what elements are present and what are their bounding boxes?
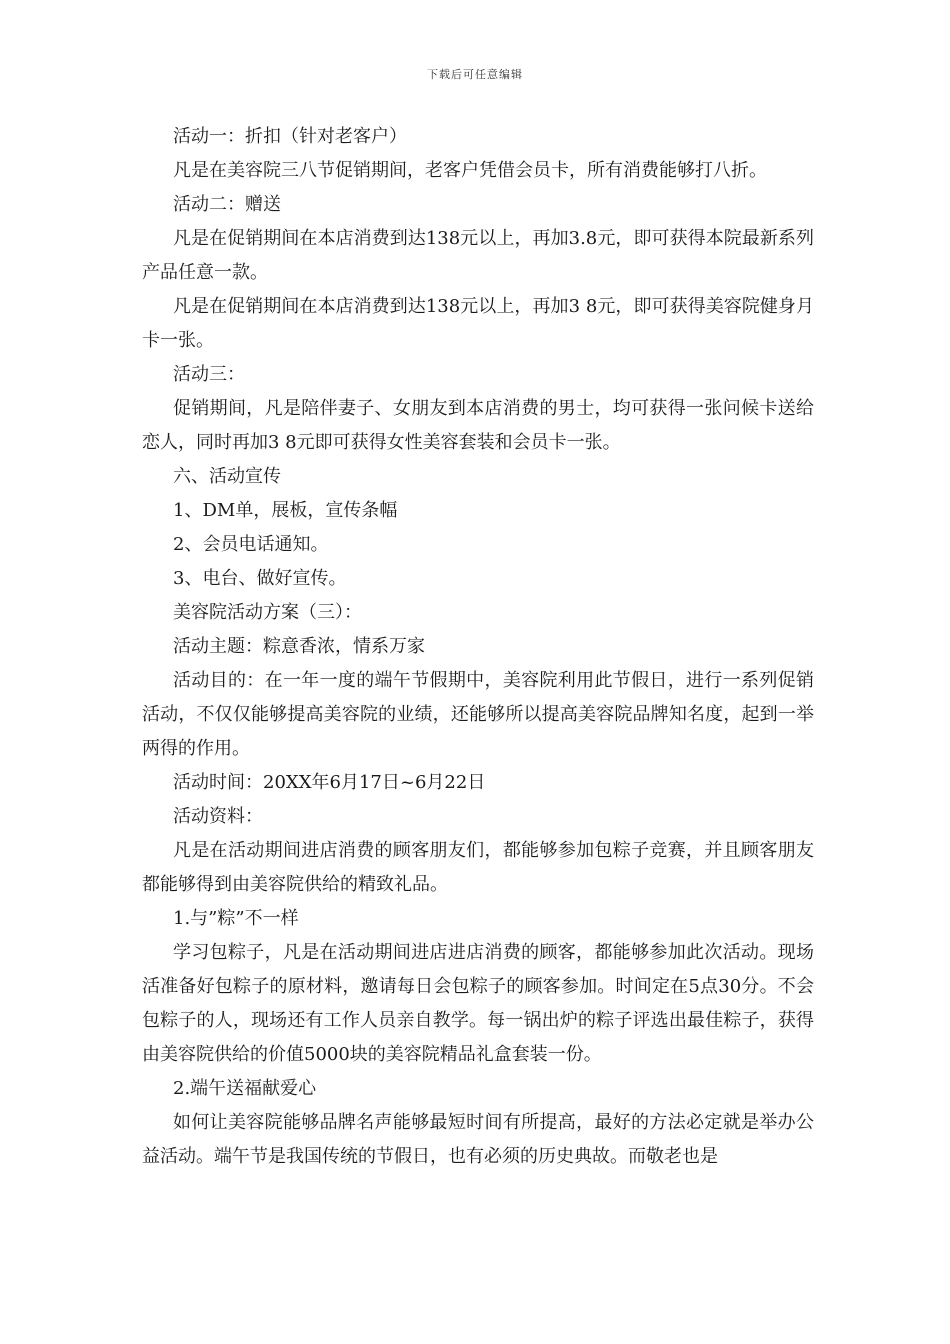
- document-body: [142, 120, 814, 1174]
- paragraph: 促销期间，凡是陪伴妻子、女朋友到本店消费的男士，均可获得一张问候卡送给恋人，同时再加3 8元即可获得女性美容套装和会员卡一张。: [142, 398, 814, 453]
- list-item: 2、会员电话通知。: [173, 534, 329, 555]
- paragraph: 活动目的：在一年一度的端午节假期中，美容院利用此节假日，进行一系列促销活动，不仅仅能够提高美容院的业绩，还能够所以提高美容院品牌知名度，起到一举两得的作用。: [142, 670, 814, 759]
- page-header: 下载后可任意编辑: [427, 68, 523, 81]
- paragraph: 凡是在促销期间在本店消费到达138元以上，再加3 8元，即可获得美容院健身月卡一张。: [142, 296, 814, 351]
- paragraph: 活动资料：: [173, 806, 263, 827]
- section-heading: 美容院活动方案（三）：: [173, 602, 362, 623]
- paragraph: 活动时间：20XX年6月17日~6月22日: [173, 772, 486, 793]
- paragraph: 学习包粽子，凡是在活动期间进店进店消费的顾客，都能够参加此次活动。现场活准备好包粽子的原材料，邀请每日会包粽子的顾客参加。时间定在5点30分。不会包粽子的人，现场还有工作人员亲自教学。每一锅出炉的粽子评选出最佳粽子，获得由美容院供给的价值5000块的美容院精品礼盒套装一份。: [142, 942, 814, 1065]
- list-item: 3、电台、做好宣传。: [173, 568, 347, 589]
- subheading: 1.与”粽”不一样: [173, 908, 299, 929]
- paragraph: 活动主题：粽意香浓，情系万家: [173, 636, 425, 657]
- paragraph: 活动二：赠送: [173, 194, 281, 215]
- paragraph: 凡是在活动期间进店消费的顾客朋友们，都能够参加包粽子竞赛，并且顾客朋友都能够得到由美容院供给的精致礼品。: [142, 840, 814, 895]
- paragraph: 如何让美容院能够品牌名声能够最短时间有所提高，最好的方法必定就是举办公益活动。端午节是我国传统的节假日，也有必须的历史典故。而敬老也是: [142, 1112, 814, 1167]
- subheading: 2.端午送福献爱心: [173, 1078, 317, 1099]
- list-item: 1、DM单，展板，宣传条幅: [173, 500, 398, 521]
- paragraph: 凡是在美容院三八节促销期间，老客户凭借会员卡，所有消费能够打八折。: [173, 160, 767, 181]
- section-heading: 六、活动宣传: [173, 466, 281, 487]
- paragraph: 凡是在促销期间在本店消费到达138元以上，再加3.8元，即可获得本院最新系列产品任意一款。: [142, 228, 814, 283]
- paragraph: 活动一：折扣（针对老客户）: [173, 126, 407, 147]
- paragraph: 活动三：: [173, 364, 245, 385]
